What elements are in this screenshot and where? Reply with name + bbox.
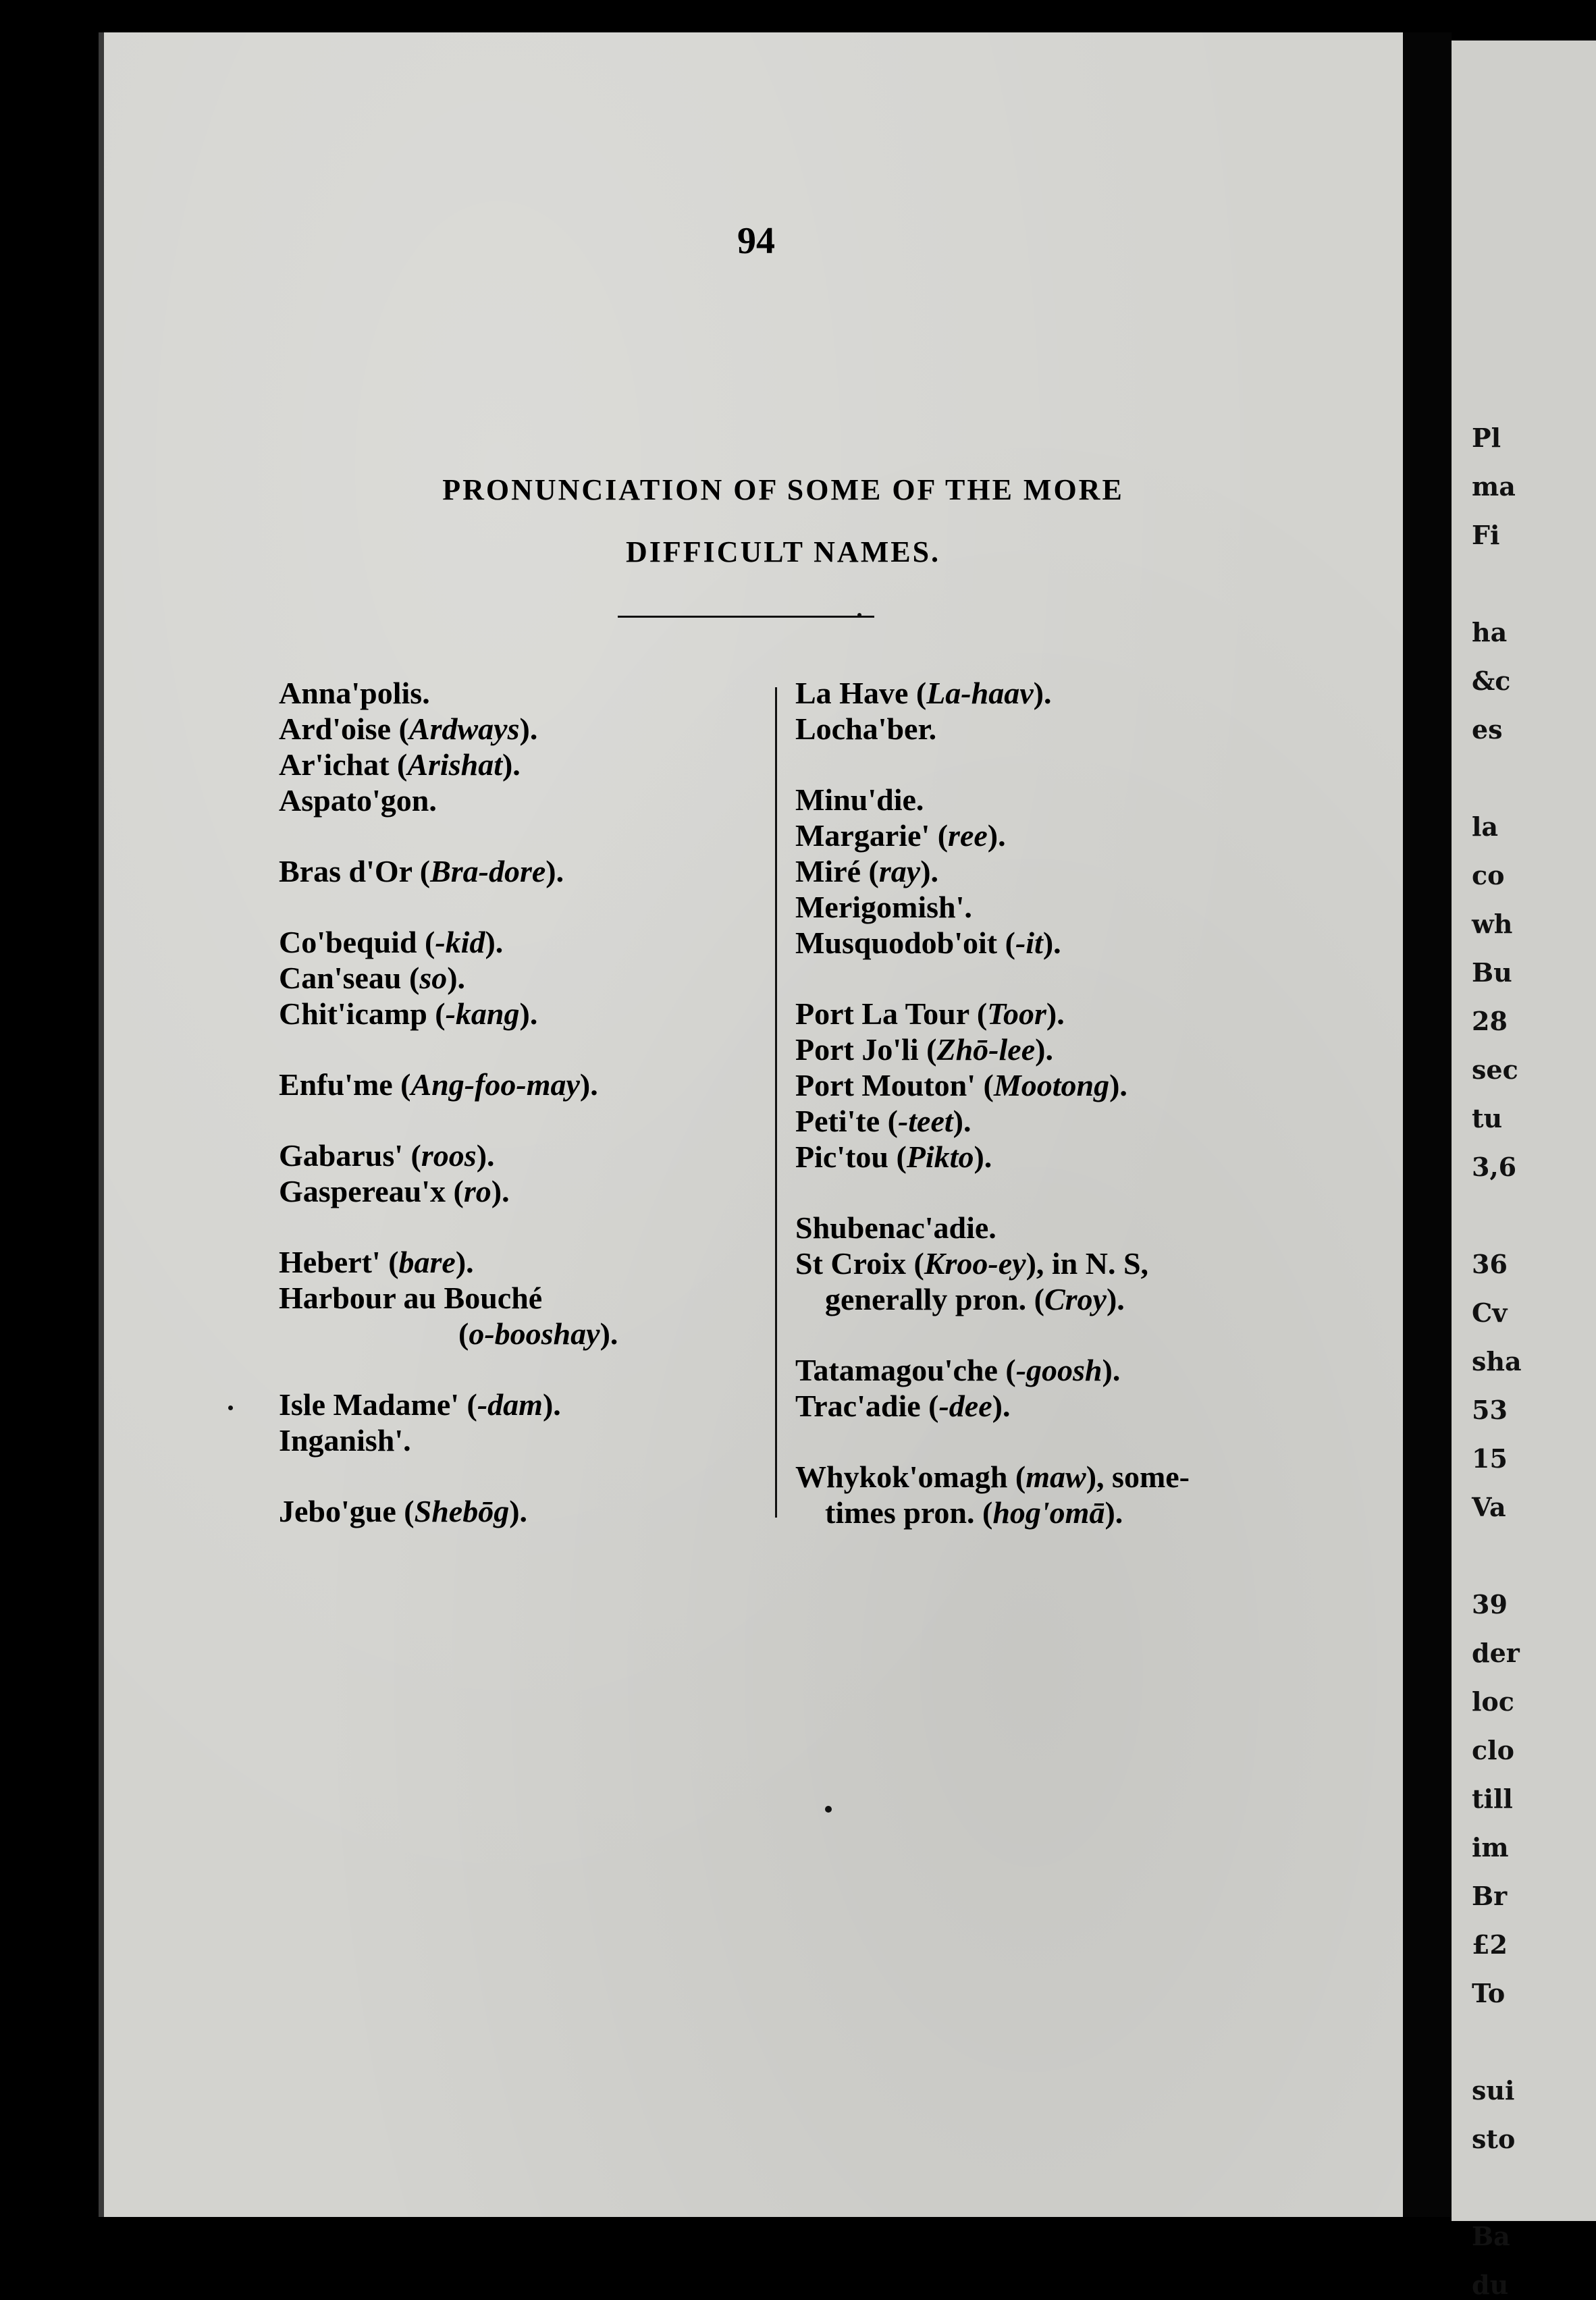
place-name: Port La Tour ( <box>795 996 988 1031</box>
place-name-entry <box>795 1210 1281 1246</box>
place-name-entry <box>795 925 1281 961</box>
place-name: Enfu'me ( <box>279 1067 411 1102</box>
place-name: Peti'te ( <box>795 1104 898 1138</box>
pronunciation: Shebōg <box>414 1494 510 1528</box>
entry-suffix: ). <box>447 961 466 995</box>
place-name-entry <box>279 675 751 711</box>
pronunciation: -goosh <box>1015 1353 1102 1387</box>
place-name: Miré ( <box>795 854 879 888</box>
adjacent-page-text: Ba <box>1472 2221 1510 2251</box>
place-name: St Croix ( <box>795 1246 924 1281</box>
adjacent-page-text: 53 <box>1472 1395 1508 1425</box>
entry-suffix: ). <box>519 996 538 1031</box>
adjacent-page-text: 28 <box>1472 1006 1508 1036</box>
place-name: Minu'die. <box>795 782 924 817</box>
left-name-column <box>279 675 751 1529</box>
adjacent-page-text: 15 <box>1472 1443 1508 1474</box>
place-name: Port Jo'li ( <box>795 1032 937 1067</box>
adjacent-page-text: la <box>1472 811 1499 842</box>
page-number: 94 <box>737 220 775 262</box>
entry-group-gap <box>279 1032 751 1067</box>
place-name: Co'bequid ( <box>279 925 435 959</box>
entry-group-gap <box>795 1175 1281 1210</box>
place-name: Harbour au Bouché <box>279 1281 543 1315</box>
page-gutter <box>1403 32 1452 2217</box>
place-name: Anna'polis. <box>279 676 430 710</box>
title-rule <box>618 616 874 618</box>
pronunciation: ro <box>463 1174 491 1208</box>
entry-group-gap <box>279 1102 751 1138</box>
entry-suffix: ). <box>1109 1068 1127 1102</box>
place-name: Jebo'gue ( <box>279 1494 415 1528</box>
place-name-entry <box>279 1173 751 1209</box>
place-name-entry <box>279 924 751 960</box>
place-name-entry <box>795 1139 1281 1175</box>
place-name: Shubenac'adie. <box>795 1210 996 1245</box>
place-name: Tatamagou'che ( <box>795 1353 1016 1387</box>
place-name: La Have ( <box>795 676 927 710</box>
entry-group-gap <box>795 961 1281 996</box>
place-name-entry <box>795 1352 1281 1388</box>
entry-suffix: ). <box>920 854 939 888</box>
pronunciation: Ardways <box>408 712 520 746</box>
ink-speck <box>825 1806 832 1813</box>
pronunciation: -teet <box>897 1104 953 1138</box>
pronunciation: -it <box>1015 926 1043 960</box>
place-name-entry <box>279 782 751 818</box>
entry-suffix: ). <box>953 1104 972 1138</box>
pronunciation: Mootong <box>993 1068 1110 1102</box>
ink-speck <box>228 1406 233 1410</box>
entry-suffix: ). <box>485 925 504 959</box>
place-name-entry <box>795 1067 1281 1103</box>
adjacent-page-text: sui <box>1472 2075 1515 2106</box>
entry-suffix: ). <box>1042 926 1061 960</box>
pronunciation: roos <box>421 1138 477 1173</box>
place-name-entry <box>795 1388 1281 1424</box>
adjacent-page-text: sha <box>1472 1346 1522 1376</box>
place-name-entry <box>795 1246 1281 1281</box>
entry-suffix: ). <box>509 1494 528 1528</box>
place-name: Gabarus' ( <box>279 1138 421 1173</box>
adjacent-page-text: tu <box>1472 1103 1503 1133</box>
place-name-entry <box>795 889 1281 925</box>
adjacent-page-text: £2 <box>1472 1929 1508 1960</box>
place-name-entry <box>795 818 1281 853</box>
pronunciation: Bra-dore <box>430 854 546 888</box>
entry-suffix: ). <box>600 1316 618 1351</box>
place-name: Aspato'gon. <box>279 783 437 818</box>
place-name: Trac'adie ( <box>795 1389 939 1423</box>
place-name: generally pron. ( <box>825 1282 1044 1316</box>
place-name: Ar'ichat ( <box>279 747 408 782</box>
pronunciation: ray <box>878 854 921 888</box>
place-name-entry <box>279 747 751 782</box>
page-title <box>284 459 1283 583</box>
place-name: Whykok'omagh ( <box>795 1460 1026 1494</box>
adjacent-page-text: 36 <box>1472 1249 1508 1279</box>
title-line-1: PRONUNCIATION OF SOME OF THE MORE <box>442 473 1124 506</box>
entry-suffix: ). <box>987 818 1006 853</box>
entry-suffix: ). <box>1035 1032 1053 1067</box>
adjacent-page-text: ha <box>1472 617 1508 647</box>
right-name-column <box>795 675 1281 1530</box>
place-name: Hebert' ( <box>279 1245 399 1279</box>
place-name-entry <box>795 1281 1281 1317</box>
ink-speck <box>857 613 861 617</box>
pronunciation: so <box>419 961 448 995</box>
page-edge-shadow <box>99 32 104 2217</box>
entry-suffix: ). <box>491 1174 510 1208</box>
entry-suffix: ). <box>1046 996 1065 1031</box>
place-name-entry <box>279 1387 751 1422</box>
place-name-entry <box>795 853 1281 889</box>
place-name: Gaspereau'x ( <box>279 1174 464 1208</box>
place-name: ( <box>458 1316 469 1351</box>
adjacent-page-text: till <box>1472 1784 1513 1814</box>
place-name-entry <box>279 1493 751 1529</box>
pronunciation: Kroo-ey <box>924 1246 1026 1281</box>
entry-group-gap <box>279 818 751 853</box>
adjacent-page-text: ma <box>1472 471 1516 502</box>
entry-suffix: ). <box>476 1138 495 1173</box>
column-divider <box>775 687 777 1518</box>
entry-suffix: ). <box>1102 1353 1121 1387</box>
place-name-entry <box>279 960 751 996</box>
place-name-entry <box>279 1244 751 1280</box>
entry-suffix: ). <box>992 1389 1011 1423</box>
place-name: Isle Madame' ( <box>279 1387 477 1422</box>
pronunciation: Pikto <box>906 1140 974 1174</box>
entry-group-gap <box>279 1458 751 1493</box>
pronunciation: Croy <box>1044 1282 1107 1316</box>
entry-group-gap <box>279 889 751 924</box>
adjacent-page-text: Va <box>1472 1492 1506 1522</box>
place-name-entry <box>795 675 1281 711</box>
adjacent-page-text: &c <box>1472 666 1511 696</box>
place-name-entry <box>279 1316 751 1352</box>
pronunciation: o-booshay <box>469 1316 600 1351</box>
pronunciation: -kid <box>435 925 485 959</box>
adjacent-page-text: Cv <box>1472 1298 1508 1328</box>
place-name: Inganish'. <box>279 1423 411 1457</box>
place-name: Bras d'Or ( <box>279 854 431 888</box>
place-name-entry <box>795 1103 1281 1139</box>
place-name-entry <box>279 996 751 1032</box>
place-name: Merigomish'. <box>795 890 972 924</box>
pronunciation: Zhō-lee <box>936 1032 1036 1067</box>
entry-group-gap <box>279 1352 751 1387</box>
pronunciation: -kang <box>445 996 520 1031</box>
adjacent-page-text: loc <box>1472 1686 1514 1717</box>
entry-group-gap <box>795 747 1281 782</box>
place-name: Can'seau ( <box>279 961 420 995</box>
entry-suffix: ). <box>1033 676 1052 710</box>
adjacent-page-text: Fi <box>1472 520 1500 550</box>
entry-suffix: ), some- <box>1086 1460 1190 1494</box>
pronunciation: Ang-foo-may <box>410 1067 580 1102</box>
pronunciation: -dam <box>477 1387 543 1422</box>
place-name: Ard'oise ( <box>279 712 409 746</box>
place-name: Musquodob'oit ( <box>795 926 1015 960</box>
title-line-2: DIFFICULT NAMES. <box>625 535 941 568</box>
adjacent-page-text: wh <box>1472 909 1513 939</box>
place-name-entry <box>279 1422 751 1458</box>
place-name-entry <box>795 1495 1281 1530</box>
adjacent-page-text: der <box>1472 1638 1520 1668</box>
adjacent-page-text: clo <box>1472 1735 1514 1765</box>
entry-suffix: ). <box>1105 1495 1123 1530</box>
place-name: Locha'ber. <box>795 712 937 746</box>
entry-group-gap <box>795 1424 1281 1459</box>
pronunciation: bare <box>398 1245 456 1279</box>
entry-suffix: ). <box>579 1067 598 1102</box>
adjacent-page-text: 3,6 <box>1472 1152 1517 1182</box>
place-name: Margarie' ( <box>795 818 949 853</box>
adjacent-page-text: Bu <box>1472 957 1512 988</box>
place-name-entry <box>795 996 1281 1032</box>
place-name-entry <box>279 853 751 889</box>
entry-suffix: ). <box>542 1387 561 1422</box>
place-name: Chit'icamp ( <box>279 996 446 1031</box>
pronunciation: ree <box>948 818 988 853</box>
place-name: Pic'tou ( <box>795 1140 907 1174</box>
adjacent-page-text: im <box>1472 1832 1509 1863</box>
adjacent-page-text: co <box>1472 860 1505 890</box>
entry-suffix: ), in N. S, <box>1026 1246 1149 1281</box>
entry-group-gap <box>279 1209 751 1244</box>
adjacent-page-text: Pl <box>1472 423 1501 453</box>
place-name-entry <box>279 711 751 747</box>
entry-suffix: ). <box>1106 1282 1125 1316</box>
adjacent-page-text: sec <box>1472 1054 1518 1085</box>
pronunciation: -dee <box>938 1389 992 1423</box>
entry-suffix: ). <box>546 854 564 888</box>
place-name: Port Mouton' ( <box>795 1068 994 1102</box>
entry-suffix: ). <box>519 712 538 746</box>
pronunciation: hog'omā <box>992 1495 1105 1530</box>
entry-suffix: ). <box>974 1140 992 1174</box>
place-name-entry <box>795 782 1281 818</box>
entry-group-gap <box>795 1317 1281 1352</box>
place-name-entry <box>795 1032 1281 1067</box>
place-name-entry <box>279 1280 751 1316</box>
adjacent-page-text: Br <box>1472 1881 1508 1911</box>
adjacent-page-text: sto <box>1472 2124 1516 2154</box>
adjacent-page-text: 39 <box>1472 1589 1508 1620</box>
entry-suffix: ). <box>502 747 521 782</box>
place-name-entry <box>795 1459 1281 1495</box>
pronunciation: Toor <box>987 996 1046 1031</box>
pronunciation: Arishat <box>407 747 502 782</box>
place-name-entry <box>795 711 1281 747</box>
place-name: times pron. ( <box>825 1495 993 1530</box>
adjacent-page-fragment <box>1452 41 1596 2300</box>
adjacent-page-text: To <box>1472 1978 1506 2008</box>
place-name-entry <box>279 1138 751 1173</box>
adjacent-page-text: es <box>1472 714 1503 745</box>
place-name-entry <box>279 1067 751 1102</box>
adjacent-page-text: du <box>1472 2270 1509 2300</box>
pronunciation: La-haav <box>926 676 1034 710</box>
pronunciation: maw <box>1026 1460 1086 1494</box>
entry-suffix: ). <box>455 1245 474 1279</box>
